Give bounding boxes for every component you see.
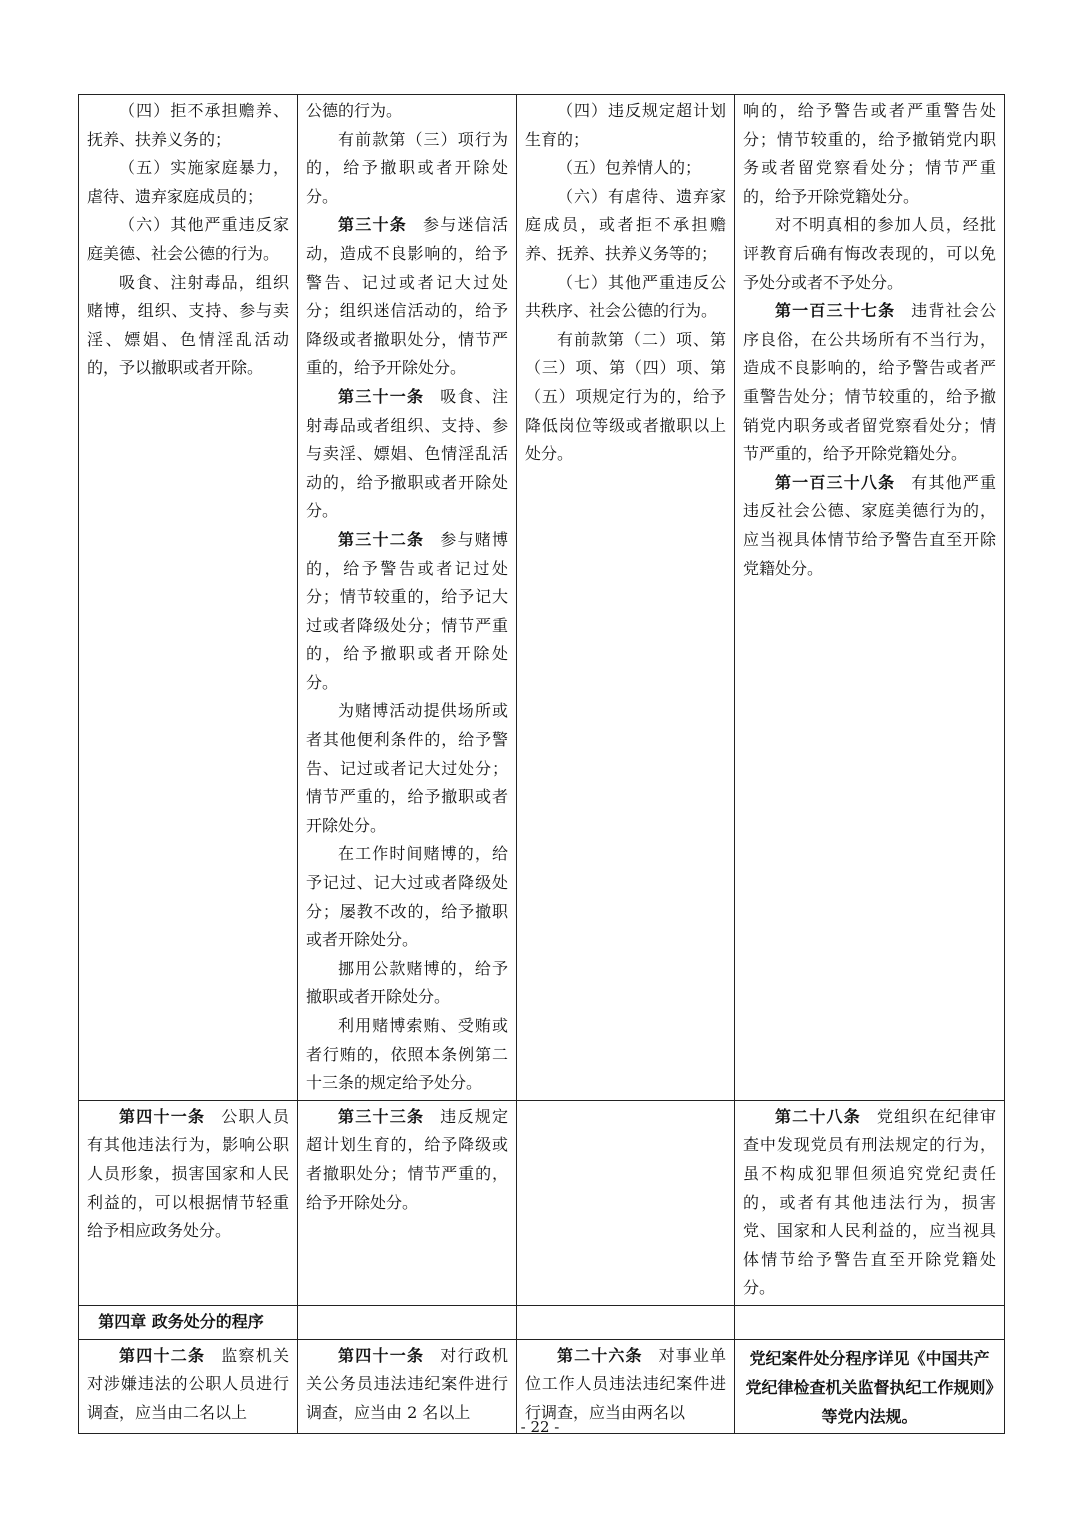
cell-civil-servant-column xyxy=(298,95,517,1101)
list-item: （四）违反规定超计划生育的； xyxy=(525,101,726,149)
cell-party-column xyxy=(735,1100,1005,1305)
article-title: 第三十二条 xyxy=(338,529,425,549)
paragraph: 有前款第（二）项、第（三）项、第（四）项、第（五）项规定行为的，给予降低岗位等级或者撤职以上处分。 xyxy=(525,329,726,464)
article-paragraph xyxy=(306,1342,508,1428)
cell-institution-column xyxy=(517,95,735,1101)
list-item: （六）有虐待、遗弃家庭成员，或者拒不承担赡养、抚养、扶养义务等的； xyxy=(525,186,726,263)
paragraph: 吸食、注射毒品，组织赌博，组织、支持、参与卖淫、嫖娼、色情淫乱活动的，予以撤职或者开除。 xyxy=(87,272,289,378)
article-text: 参与迷信活动，造成不良影响的，给予警告、记过或者记大过处分；组织迷信活动的，给予降级或者撤职处分，情节严重的，给予开除处分。 xyxy=(306,215,508,378)
article-text: 参与赌博的，给予警告或者记过处分；情节较重的，给予记大过或者降级处分；情节严重的，给予撤职或者开除处分。 xyxy=(306,529,508,692)
article-title: 第二十六条 xyxy=(557,1345,643,1365)
paragraph: 对不明真相的参加人员，经批评教育后确有悔改表现的，可以免予处分或者不予处分。 xyxy=(743,215,996,292)
article-text: 违反规定超计划生育的，给予降级或者撤职处分；情节严重的，给予开除处分。 xyxy=(306,1106,508,1212)
article-paragraph xyxy=(525,1342,726,1428)
article-text: 有其他严重违反社会公德、家庭美德行为的，应当视具体情节给予警告直至开除党籍处分。 xyxy=(743,472,996,578)
list-item: （七）其他严重违反公共秩序、社会公德的行为。 xyxy=(525,272,726,321)
table-row xyxy=(79,1305,1005,1339)
list-item: （四）拒不承担赡养、抚养、扶养义务的； xyxy=(87,101,289,149)
article-title: 第一百三十八条 xyxy=(775,472,896,492)
article-text: 公职人员有其他违法行为，影响公职人员形象，损害国家和人民利益的，可以根据情节轻重给予相应政务处分。 xyxy=(87,1106,289,1241)
cell-institution-column xyxy=(517,1100,735,1305)
chapter-heading: 第四章 政务处分的程序 xyxy=(98,1311,264,1331)
article-paragraph xyxy=(87,1342,289,1428)
article-paragraph xyxy=(306,1103,508,1217)
list-item: （五）包养情人的； xyxy=(557,158,702,178)
article-text: 对行政机关公务员违法违纪案件进行调查，应当由 2 名以上 xyxy=(306,1345,508,1422)
cell-law-column xyxy=(79,95,298,1101)
cell-civil-servant-column xyxy=(298,1305,517,1339)
article-paragraph xyxy=(306,383,508,526)
article-paragraph xyxy=(306,526,508,698)
article-text: 监察机关对涉嫌违法的公职人员进行调查，应当由二名以上 xyxy=(87,1345,289,1422)
article-paragraph xyxy=(743,1103,996,1303)
article-title: 第三十条 xyxy=(338,215,407,235)
article-title: 第四十一条 xyxy=(338,1345,425,1365)
cell-party-column xyxy=(735,95,1005,1101)
list-item: （五）实施家庭暴力，虐待、遗弃家庭成员的； xyxy=(87,158,289,206)
cell-party-column xyxy=(735,1305,1005,1339)
table-row xyxy=(79,1100,1005,1305)
paragraph: 在工作时间赌博的，给予记过、记大过或者降级处分；屡教不改的，给予撤职或者开除处分。 xyxy=(306,844,508,950)
table-row xyxy=(79,95,1005,1101)
article-text: 违背社会公序良俗，在公共场所有不当行为，造成不良影响的，给予警告或者严重警告处分；情节较重的，给予撤销党内职务或者留党察看处分；情节严重的，给予开除党籍处分。 xyxy=(743,301,996,464)
article-paragraph xyxy=(87,1103,289,1246)
list-item: （六）其他严重违反家庭美德、社会公德的行为。 xyxy=(87,215,289,263)
article-title: 第三十一条 xyxy=(338,386,425,406)
cell-law-column xyxy=(79,1100,298,1305)
paragraph: 响的，给予警告或者严重警告处分；情节较重的，给予撤销党内职务或者留党察看处分；情节严重的，给予开除党籍处分。 xyxy=(743,101,996,206)
comparison-table xyxy=(78,94,1005,1434)
paragraph: 有前款第（三）项行为的，给予撤职或者开除处分。 xyxy=(306,129,508,206)
paragraph: 公德的行为。 xyxy=(306,101,403,120)
chapter-heading-cell xyxy=(79,1305,298,1339)
cell-civil-servant-column xyxy=(298,1100,517,1305)
article-text: 对事业单位工作人员违法违纪案件进行调查，应当由两名以 xyxy=(525,1345,726,1422)
procedure-note: 党纪案件处分程序详见《中国共产党纪律检查机关监督执纪工作规则》等党内法规。 xyxy=(745,1348,994,1426)
article-paragraph xyxy=(743,469,996,583)
paragraph: 为赌博活动提供场所或者其他便利条件的，给予警告、记过或者记大过处分；情节严重的，给予撤职或者开除处分。 xyxy=(306,701,508,835)
cell-institution-column xyxy=(517,1305,735,1339)
article-title: 第三十三条 xyxy=(338,1106,425,1126)
page-number: - 22 - xyxy=(520,1418,560,1436)
article-paragraph xyxy=(306,211,508,383)
article-text: 吸食、注射毒品或者组织、支持、参与卖淫、嫖娼、色情淫乱活动的，给予撤职或者开除处分。 xyxy=(306,386,508,521)
article-text: 党组织在纪律审查中发现党员有刑法规定的行为，虽不构成犯罪但须追究党纪责任的，或者有其他违法行为，损害党、国家和人民利益的，应当视具体情节给予警告直至开除党籍处分。 xyxy=(743,1106,996,1298)
article-paragraph xyxy=(743,297,996,469)
paragraph: 挪用公款赌博的，给予撤职或者开除处分。 xyxy=(306,958,508,1007)
article-title: 第四十一条 xyxy=(119,1106,206,1126)
paragraph: 利用赌博索贿、受贿或者行贿的，依照本条例第二十三条的规定给予处分。 xyxy=(306,1016,508,1093)
article-title: 第二十八条 xyxy=(775,1106,861,1126)
article-title: 第四十二条 xyxy=(119,1345,206,1365)
article-title: 第一百三十七条 xyxy=(775,301,896,321)
